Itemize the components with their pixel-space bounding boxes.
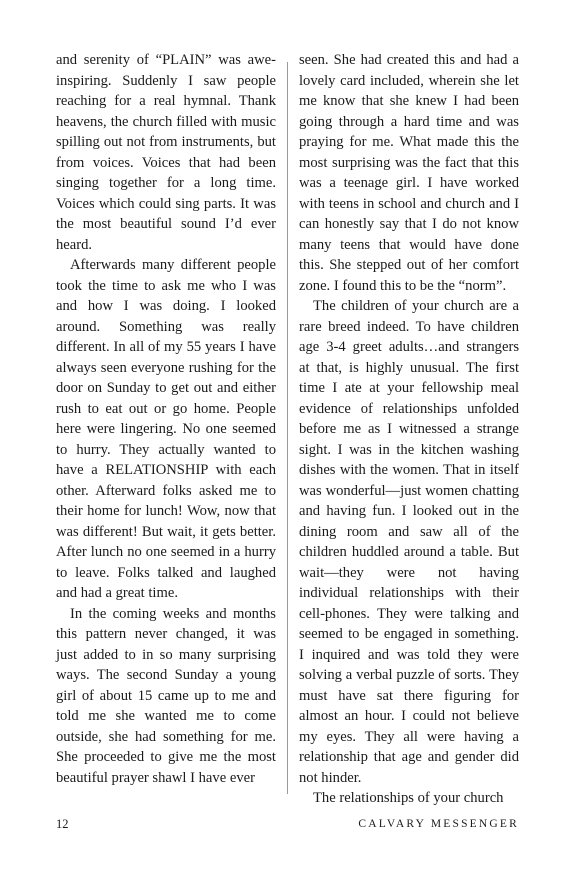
left-column (56, 50, 276, 788)
publication-title: CALVARY MESSENGER (358, 818, 519, 830)
paragraph: In the coming weeks and months this pattern never changed, it was just added to in so many surprising ways. The second Sunday a young girl of about 15 came up to me and told me she wanted me to come outside, she had something for me. She proceeded to give me the most beautiful prayer shawl I have ever (56, 605, 276, 786)
right-column (299, 50, 519, 809)
paragraph: The relationships of your church (313, 790, 504, 806)
paragraph: and serenity of “PLAIN” was awe-inspiring. Suddenly I saw people reaching for a real hymnal. Thank heavens, the church filled with music spilling out not from instruments, but from voices. Voices that had been singing together for a long time. Voices which could sing parts. It was the most beautiful sound I’d ever heard. (56, 52, 276, 253)
paragraph: seen. She had created this and had a lovely card included, wherein she let me know that she knew I had been going through a hard time and was praying for me. What made this the most surprising was the fact that this was a teenage girl. I have worked with teens in school and church and I can honestly say that I do not know many teens that would have done this. She stepped out of her comfort zone. I found this to be the “norm”. (299, 52, 519, 294)
paragraph: Afterwards many different people took the time to ask me who I was and how I was doing. I looked around. Something was really different. In all of my 55 years I have always seen everyone rushing for the door on Sunday to get out and either rush to eat out or go home. People here were lingering. No one seemed to hurry. They actually wanted to have a RELATIONSHIP with each other. Afterward folks asked me to their home for lunch! Wow, now that was different! But wait, it gets better. After lunch no one seemed in a hurry to leave. Folks talked and laughed and had a great time. (56, 257, 276, 601)
paragraph: The children of your church are a rare breed indeed. To have children age 3-4 greet adults…and strangers at that, is highly unusual. The first time I ate at your fellowship meal evidence of relationships unfolded before me as I witnessed a strange sight. I was in the kitchen washing dishes with the women. That in itself was wonderful—just women chatting and having fun. I looked out in the dining room and saw all of the children huddled around a table. But wait—they were not having individual relationships with their cell-phones. They were talking and seemed to be engaged in something. I inquired and was told they were solving a verbal puzzle of sorts. They must have sat there figuring for almost an hour. I could not believe my eyes. They all were having a relationship that age and gender did not hinder. (299, 298, 519, 786)
page-number: 12 (56, 817, 69, 831)
column-divider (287, 62, 288, 794)
